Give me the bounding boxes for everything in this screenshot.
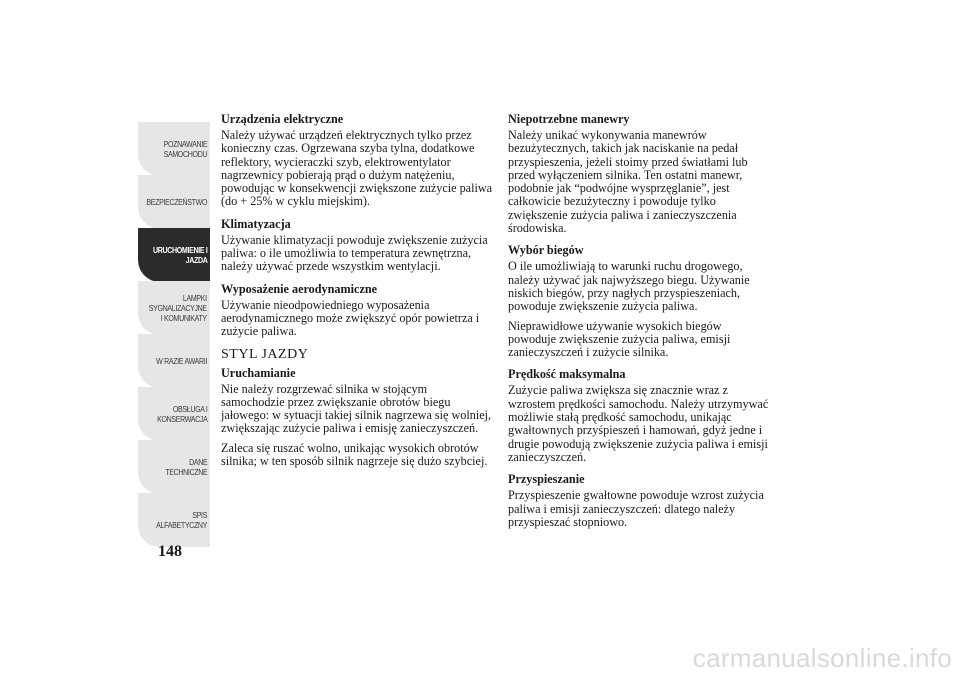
section-heading: Uruchamianie	[221, 365, 296, 380]
section-heading: Prędkość maksymalna	[508, 367, 626, 382]
section-text: Przyspieszenie gwałtowne powoduje wzrost zużycia paliwa i emisji zanieczyszczeń: dlatego należy przyspieszać stopniowo.	[508, 488, 764, 529]
section-heading: Wyposażenie aerodynamiczne	[221, 281, 378, 296]
tab-spis-alfabetyczny[interactable]	[138, 493, 210, 547]
tab-label: POZNAWANIE SAMOCHODU	[163, 139, 207, 159]
chapter-heading: STYL JAZDY	[221, 346, 309, 362]
left-column	[221, 112, 493, 476]
section-text: Zużycie paliwa zwiększa się znacznie wraz z wzrostem prędkości samochodu. Należy utrzymywać możliwie stałą prędkość samochodu, unikając gwałtownych przyśpieszeń i hamowań, gdyż jedne i drugie powodują zwiększenie zużycia paliwa i emisji zanieczyszczeń.	[508, 383, 769, 464]
section-heading: Klimatyzacja	[221, 216, 291, 231]
section-acceleration	[508, 472, 770, 529]
tab-label: URUCHOMIENIE I JAZDA	[152, 245, 207, 265]
section-text: Należy używać urządzeń elektrycznych tylko przez konieczny czas. Ogrzewana szyba tylna, dodatkowe reflektory, wycieraczki szyb, elektrowentylator nagrzewnicy pobierają prąd o dużym natężeniu, powodując w konsekwencji zwiększone zużycie paliwa (do + 25% w cyklu miejskim).	[221, 128, 493, 209]
tab-uruchomienie-i-jazda[interactable]	[138, 228, 210, 282]
section-aerodynamic	[221, 282, 493, 339]
right-column	[508, 112, 770, 537]
section-text: Nieprawidłowe używanie wysokich biegów powoduje zwiększenie zużycia paliwa, emisji zanieczyszczeń i zużycie silnika.	[508, 318, 731, 360]
page-number: 148	[158, 543, 182, 560]
section-text: O ile umożliwiają to warunki ruchu drogowego, należy używać jak najwyższego biegu. Używanie niskich biegów, przy nagłych przyspieszeniach, powoduje zwiększenie zużycia paliwa.	[508, 259, 750, 314]
section-heading: Urządzenia elektryczne	[221, 112, 344, 126]
section-max-speed	[508, 367, 770, 464]
section-text: Nie należy rozgrzewać silnika w stojącym samochodzie przez zwiększanie obrotów biegu jałowego: w sytuacji takiej silnik nagrzewa się wolniej, zwiększając zużycie paliwa i emisję zanieczyszczeń.	[221, 381, 492, 436]
section-unnecessary-maneuvers	[508, 112, 770, 235]
section-gear-selection	[508, 243, 770, 359]
section-air-conditioning	[221, 217, 493, 274]
tab-label: SPIS ALFABETYCZNY	[156, 510, 207, 530]
watermark: carmanualsonline.info	[692, 643, 952, 673]
section-starting	[221, 366, 493, 469]
tab-label: W RAZIE AWARII	[156, 356, 207, 366]
tab-lampki-sygnalizacyjne[interactable]	[138, 281, 210, 335]
section-text: Należy unikać wykonywania manewrów bezużytecznych, takich jak naciskanie na pedał przyspieszenia, jeżeli stoimy przed światłami lub przed wyłączeniem silnika. Ten ostatni manewr, podobnie jak “podwójne wysprzęglanie”, jest całkowicie bezużyteczny i powoduje tylko zwiększenie zużycia paliwa i zanieczyszczenia środowiska.	[508, 128, 748, 236]
section-heading: Przyspieszanie	[508, 472, 585, 487]
tab-label: OBSŁUGA I KONSERWACJA	[156, 404, 207, 424]
tab-label: BEZPIECZEŃSTWO	[146, 197, 207, 207]
tab-obsluga-i-konserwacja[interactable]	[138, 387, 210, 441]
tab-label: LAMPKI SYGNALIZACYJNE I KOMUNIKATY	[148, 293, 207, 323]
tab-label: DANE TECHNICZNE	[164, 457, 207, 477]
tab-dane-techniczne[interactable]	[138, 440, 210, 494]
tab-poznawanie-samochodu[interactable]	[138, 122, 210, 176]
section-text: Używanie klimatyzacji powoduje zwiększenie zużycia paliwa: o ile umożliwia to temperatura zewnętrzna, należy używać przede wszystkim wentylacji.	[221, 232, 488, 274]
section-text: Używanie nieodpowiedniego wyposażenia aerodynamicznego może zwiększyć opór powietrza i zużycie paliwa.	[221, 297, 480, 339]
section-text: Zaleca się ruszać wolno, unikając wysokich obrotów silnika; w ten sposób silnik nagrzeje się dużo szybciej.	[221, 440, 488, 469]
tab-bezpieczenstwo[interactable]	[138, 175, 210, 229]
section-heading: Wybór biegów	[508, 243, 584, 258]
tab-w-razie-awarii[interactable]	[138, 334, 210, 388]
section-heading: Niepotrzebne manewry	[508, 112, 630, 126]
section-electrical	[221, 112, 493, 209]
